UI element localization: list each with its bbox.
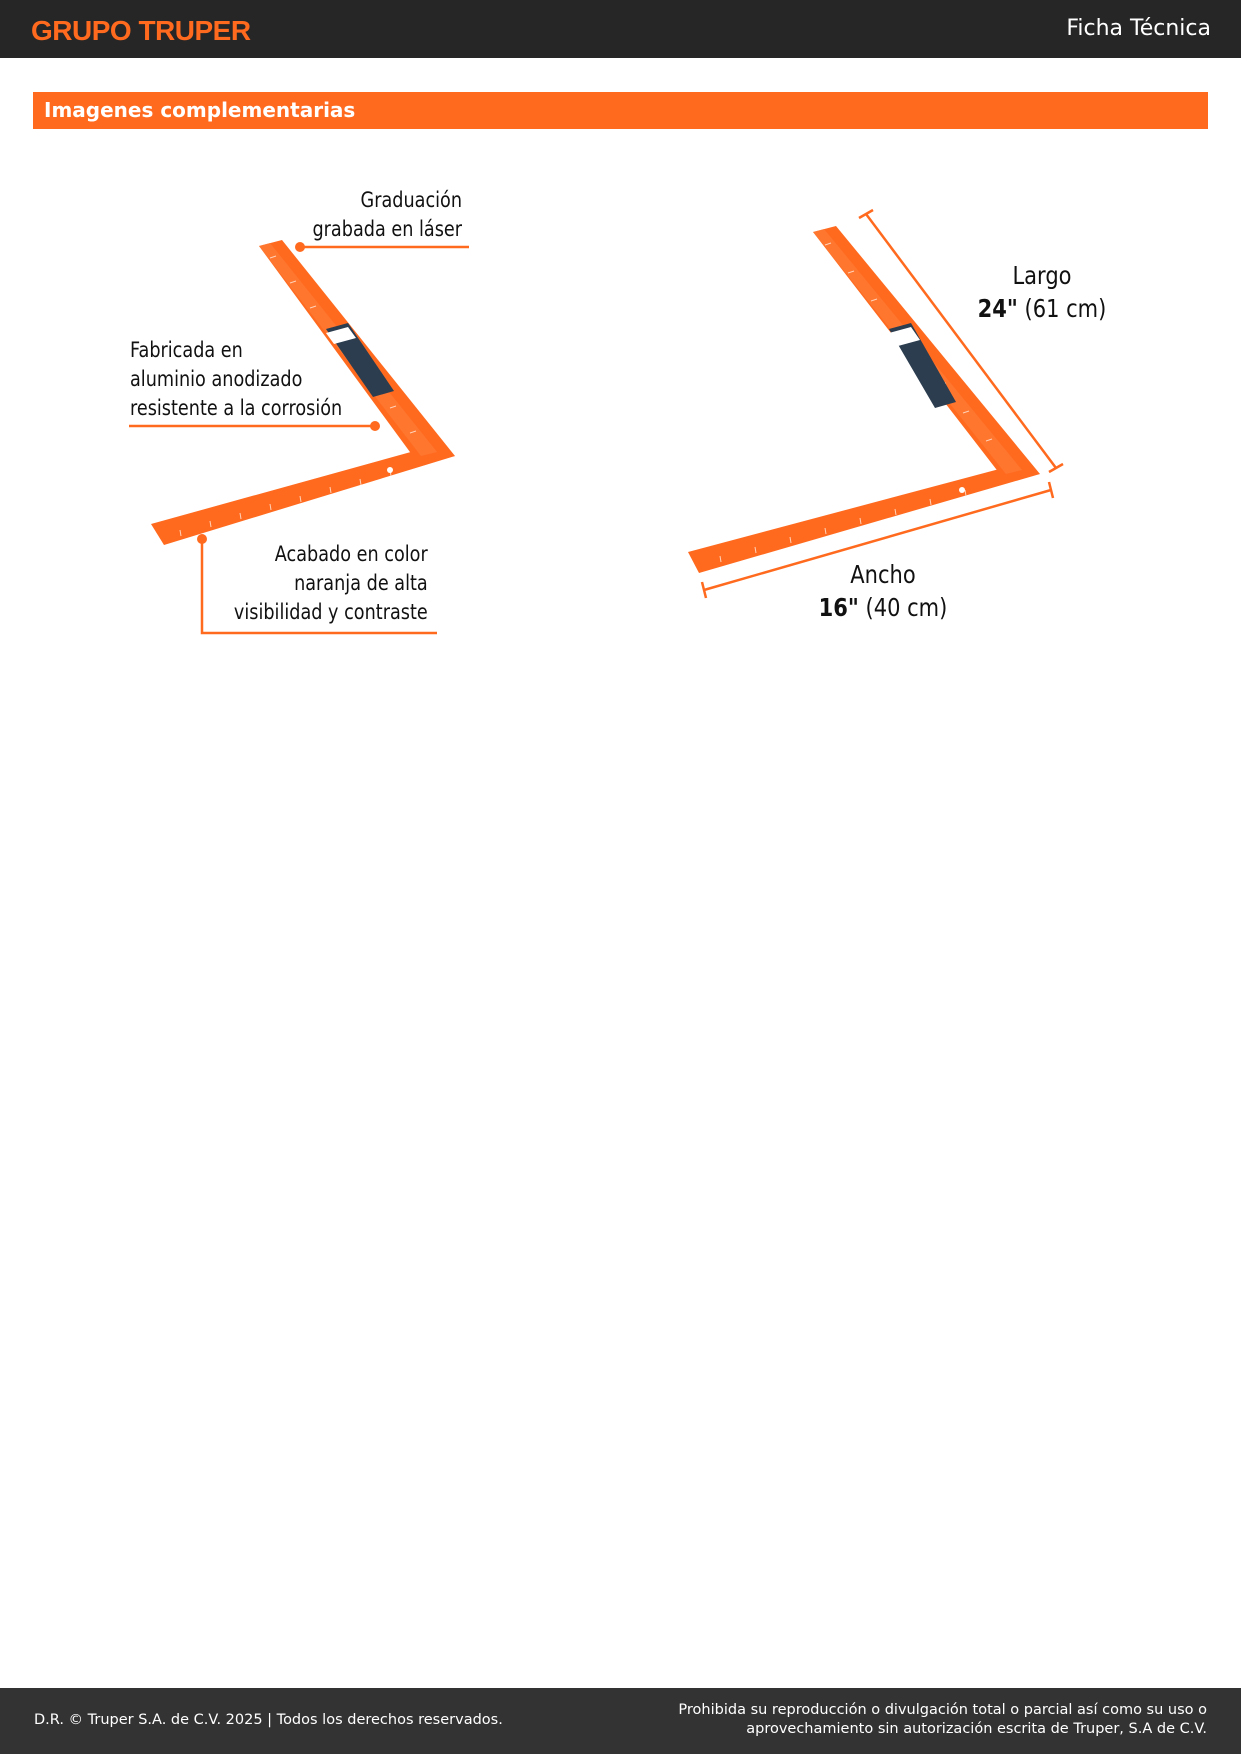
brand-logo: GRUPO TRUPER [31, 15, 251, 46]
square-blade-shape [688, 468, 1040, 573]
footer-bar [0, 1688, 1241, 1754]
callout-dot [370, 421, 380, 431]
document-type-title: Ficha Técnica [1066, 16, 1211, 41]
section-title: Imagenes complementarias [44, 98, 356, 122]
callout-dot [295, 242, 305, 252]
footer-copyright: D.R. © Truper S.A. de C.V. 2025 | Todos los derechos reservados. [34, 1712, 503, 1728]
footer-legal-notice: Prohibida su reproducción o divulgación total o parcial así como su uso o aprovechamiento sin autorización escrita de Truper, S.A de C.V. [678, 1702, 1207, 1737]
callout-graduation: Graduación grabada en láser [312, 188, 462, 241]
width-dimension-label: Ancho 16" (40 cm) [818, 560, 948, 622]
callout-finish: Acabado en color naranja de alta visibilidad y contraste [234, 542, 428, 624]
square-blade-shape [151, 450, 455, 545]
length-dimension-line [866, 214, 1056, 468]
callout-material: Fabricada en aluminio anodizado resistente a la corrosión [130, 338, 343, 420]
length-dimension-label: Largo 24" (61 cm) [977, 261, 1107, 323]
callout-dot [197, 534, 207, 544]
